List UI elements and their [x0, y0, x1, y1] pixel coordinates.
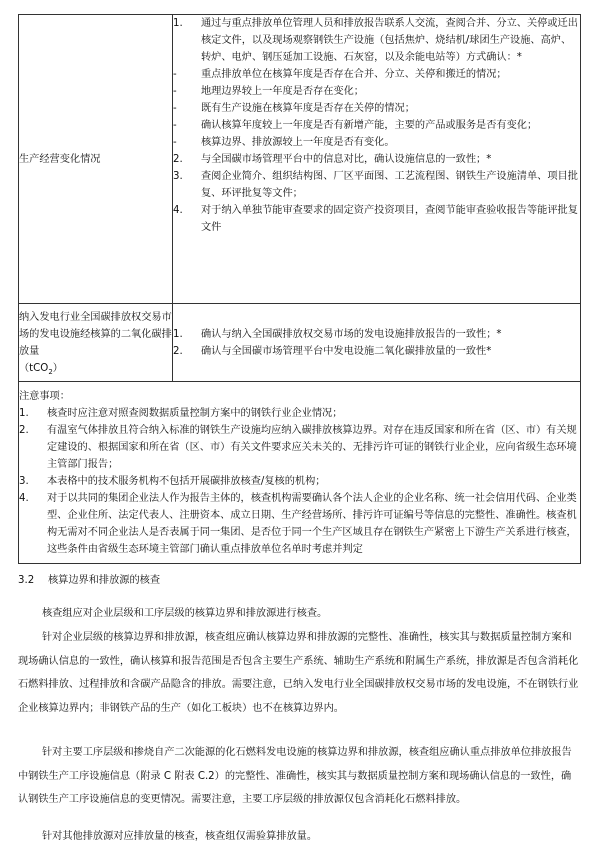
unit-label: （tCO$_2$） [19, 362, 63, 376]
list-item: - 地理边界较上一年度是否存在变化； [173, 86, 364, 97]
table-row [19, 304, 581, 382]
section-title: 核算边界和排放源的核查 [48, 575, 161, 586]
list-item: - 确认核算年度较上一年度是否有新增产能，主要的产品或服务是否有变化； [173, 120, 538, 131]
row-content [173, 304, 581, 382]
list-item: 3. 本表格中的技术服务机构不包括开展碳排放核查/复核的机构； [19, 475, 326, 487]
list-item: 1. 通过与重点排放单位管理人员和排放报告联系人交流，查阅合并、分立、关停或迁出核定文件，以及现场观察钢铁生产设施（包括焦炉、烧结机/球团生产设施、高炉、转炉、电炉、钢压延加工设施、石灰窑，以及余能电站等）方式确认：* [173, 18, 578, 63]
list-item: 1. 确认与纳入全国碳排放权交易市场的发电设施排放报告的一致性；* [173, 328, 502, 340]
row-label: 生产经营变化情况 [19, 15, 173, 304]
table-row [19, 15, 581, 304]
verification-table [18, 14, 581, 564]
paragraph: 针对其他排放源对应排放量的核查，核查组仅需验算排放量。 [42, 831, 318, 842]
list-item: 2. 与全国碳市场管理平台中的信息对比，确认设施信息的一致性；* [173, 154, 492, 165]
list-item: - 核算边界、排放源较上一年度是否有变化。 [173, 137, 395, 148]
notes-cell [19, 382, 581, 564]
list-item: 4. 对于以共同的集团企业法人作为报告主体的，核查机构需要确认各个法人企业的企业名称、统一社会信用代码、企业类型、企业住所、法定代表人、注册资本、成立日期、生产经营场所、排污许可证编号等信息的完整性、准确性。核查机构无需对不同企业法人是否表属于同一集团、是否位于同一个生产区域且存在钢铁生产紧密上下游生产关系进行核查，这些条件由省级生态环境主管部门确认重点排放单位名单时考虑并判定 [19, 492, 577, 555]
paragraph: 核查组应对企业层级和工序层级的核算边界和排放源进行核查。 [42, 608, 328, 619]
table-row [19, 382, 581, 564]
section-number: 3.2 [18, 575, 35, 586]
list-item: - 重点排放单位在核算年度是否存在合并、分立、关停和搬迁的情况； [173, 69, 507, 80]
list-item: 2. 有温室气体排放且符合纳入标准的钢铁生产设施均应纳入碳排放核算边界。对存在违反国家和所在省（区、市）有关规定建设的、根据国家和所在省（区、市）有关文件要求应关未关的、无排污许可证的钢铁行业企业，应向省级生态环境主管部门报告； [19, 424, 577, 470]
section-heading [18, 572, 581, 589]
row-content [173, 15, 581, 304]
list-item: - 既有生产设施在核算年度是否存在关停的情况； [173, 103, 415, 114]
list-item: 3. 查阅企业简介、组织结构图、厂区平面图、工艺流程图、钢铁生产设施清单、项目批复、环评批复等文件； [173, 171, 578, 199]
list-item: 2. 确认与全国碳市场管理平台中发电设施二氧化碳排放量的一致性* [173, 345, 492, 357]
list-item: 1. 核查时应注意对照查阅数据质量控制方案中的钢铁行业企业情况； [19, 407, 343, 419]
notes-title: 注意事项： [19, 390, 70, 402]
row-label: 纳入发电行业全国碳排放权交易市场的发电设施经核算的二氧化碳排放量 （tCO$_2$） [19, 304, 173, 382]
paragraph: 针对主要工序层级和掺烧自产二次能源的化石燃料发电设施的核算边界和排放源，核查组应确认重点排放单位排放报告中钢铁生产工序设施信息（附录 C 附表 C.2）的完整性、准确性，核实其与数据质量控制方案和现场确认信息的一致性，确认钢铁生产工序设施信息的变更情况。需要注意，主要工序层级的排放源仅包含消耗化石燃料排放。 [18, 747, 572, 805]
paragraph: 针对企业层级的核算边界和排放源，核查组应确认核算边界和排放源的完整性、准确性，核实其与数据质量控制方案和现场确认信息的一致性，确认核算和报告范围是否包含主要生产系统、辅助生产系统和附属生产系统，排放源是否包含消耗化石燃料排放、过程排放和含碳产品隐含的排放。需要注意，已纳入发电行业全国碳排放权交易市场的发电设施，不在钢铁行业企业核算边界内；非钢铁产品的生产（如化工板块）也不在核算边界内。 [18, 632, 579, 714]
list-item: 4. 对于纳入单独节能审查要求的固定资产投资项目，查阅节能审查验收报告等能评批复文件 [173, 205, 578, 233]
